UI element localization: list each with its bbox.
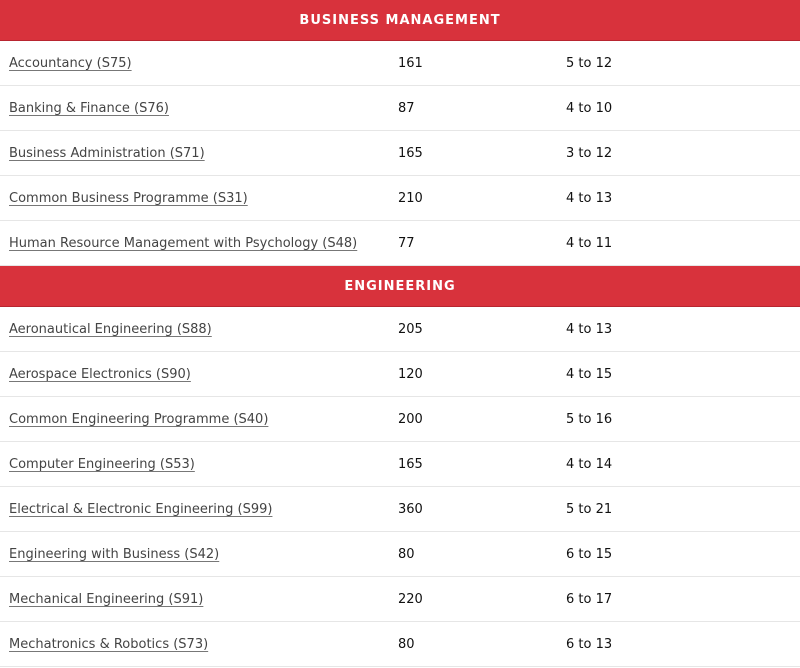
course-link[interactable]: Mechatronics & Robotics (S73) bbox=[9, 636, 209, 652]
range-cell: 6 to 13 bbox=[566, 636, 613, 652]
range-cell: 6 to 17 bbox=[566, 591, 613, 607]
range-cell: 5 to 16 bbox=[566, 411, 613, 427]
course-link[interactable]: Common Business Programme (S31) bbox=[9, 190, 248, 206]
table-row bbox=[0, 352, 800, 397]
intake-cell: 360 bbox=[398, 501, 423, 517]
range-cell: 4 to 13 bbox=[566, 190, 613, 206]
table-row bbox=[0, 41, 800, 86]
table-row bbox=[0, 487, 800, 532]
course-link[interactable]: Human Resource Management with Psychology (S48) bbox=[9, 235, 358, 251]
table-row bbox=[0, 577, 800, 622]
course-link[interactable]: Aeronautical Engineering (S88) bbox=[9, 321, 212, 337]
table-row bbox=[0, 622, 800, 667]
table-row bbox=[0, 131, 800, 176]
course-cell bbox=[0, 146, 388, 161]
range-cell: 4 to 14 bbox=[566, 456, 613, 472]
intake-cell: 161 bbox=[398, 55, 423, 71]
course-link[interactable]: Accountancy (S75) bbox=[9, 55, 132, 71]
course-cell bbox=[0, 502, 388, 517]
table-row bbox=[0, 307, 800, 352]
range-cell: 4 to 15 bbox=[566, 366, 613, 382]
course-link[interactable]: Business Administration (S71) bbox=[9, 145, 205, 161]
section-header-business-management: BUSINESS MANAGEMENT bbox=[0, 0, 800, 41]
course-cell bbox=[0, 592, 388, 607]
range-cell: 3 to 12 bbox=[566, 145, 613, 161]
course-link[interactable]: Computer Engineering (S53) bbox=[9, 456, 195, 472]
table-row bbox=[0, 176, 800, 221]
course-link[interactable]: Electrical & Electronic Engineering (S99) bbox=[9, 501, 273, 517]
range-cell: 5 to 12 bbox=[566, 55, 613, 71]
course-link[interactable]: Engineering with Business (S42) bbox=[9, 546, 220, 562]
intake-cell: 220 bbox=[398, 591, 423, 607]
course-cell bbox=[0, 367, 388, 382]
table-row bbox=[0, 397, 800, 442]
range-cell: 4 to 13 bbox=[566, 321, 613, 337]
course-cell bbox=[0, 56, 388, 71]
intake-cell: 80 bbox=[398, 636, 415, 652]
intake-cell: 165 bbox=[398, 145, 423, 161]
course-cell bbox=[0, 101, 388, 116]
intake-cell: 200 bbox=[398, 411, 423, 427]
intake-cell: 80 bbox=[398, 546, 415, 562]
range-cell: 4 to 10 bbox=[566, 100, 613, 116]
course-cell bbox=[0, 547, 388, 562]
course-link[interactable]: Banking & Finance (S76) bbox=[9, 100, 169, 116]
intake-cell: 210 bbox=[398, 190, 423, 206]
intake-cell: 165 bbox=[398, 456, 423, 472]
range-cell: 5 to 21 bbox=[566, 501, 613, 517]
course-cell bbox=[0, 637, 388, 652]
intake-cell: 77 bbox=[398, 235, 415, 251]
table-row bbox=[0, 442, 800, 487]
intake-cell: 87 bbox=[398, 100, 415, 116]
course-cell bbox=[0, 191, 388, 206]
intake-cell: 120 bbox=[398, 366, 423, 382]
section-header-engineering: ENGINEERING bbox=[0, 266, 800, 307]
range-cell: 6 to 15 bbox=[566, 546, 613, 562]
course-link[interactable]: Mechanical Engineering (S91) bbox=[9, 591, 204, 607]
table-row bbox=[0, 221, 800, 266]
course-cell bbox=[0, 457, 388, 472]
intake-cell: 205 bbox=[398, 321, 423, 337]
range-cell: 4 to 11 bbox=[566, 235, 613, 251]
course-link[interactable]: Common Engineering Programme (S40) bbox=[9, 411, 269, 427]
course-cell bbox=[0, 322, 388, 337]
table-row bbox=[0, 86, 800, 131]
table-row bbox=[0, 532, 800, 577]
course-cell bbox=[0, 412, 388, 427]
course-link[interactable]: Aerospace Electronics (S90) bbox=[9, 366, 191, 382]
course-cell bbox=[0, 236, 388, 251]
